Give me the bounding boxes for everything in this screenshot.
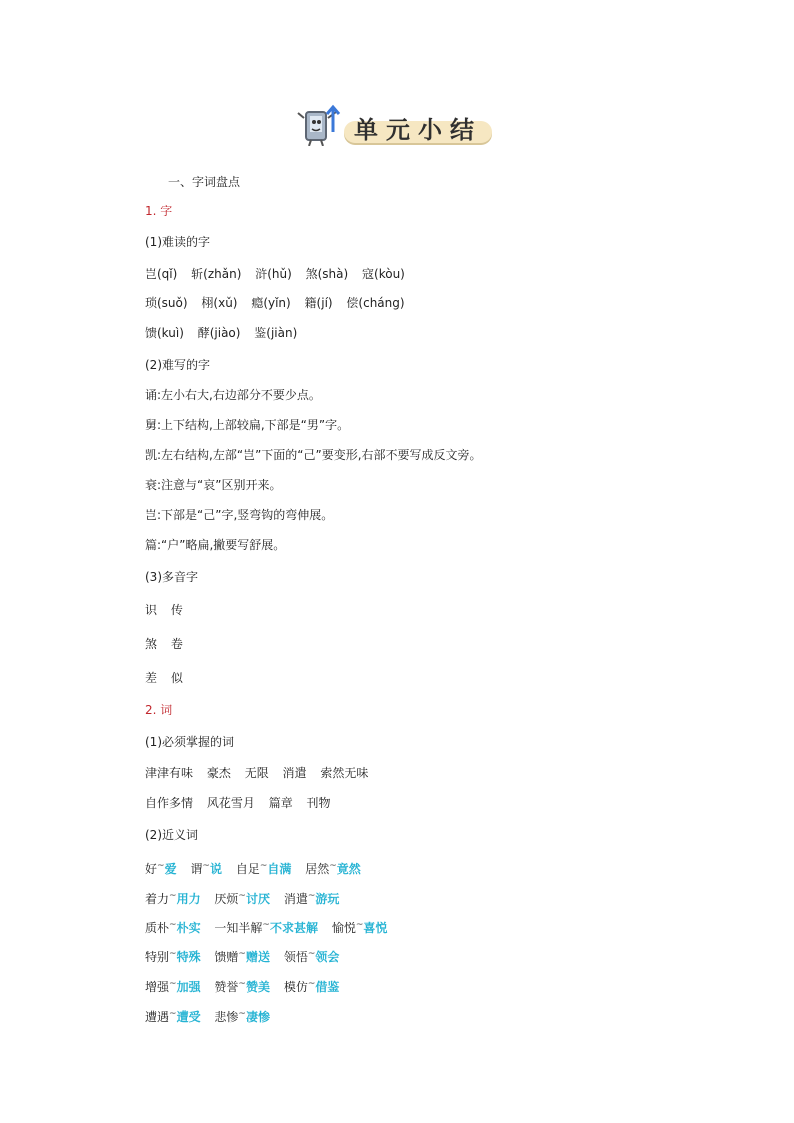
synonym-word: 厌烦 [214,892,239,906]
character-heading: 1. 字 [145,204,173,218]
polyphone-row [145,671,193,685]
synonym-pair: 增强~加强 [145,979,201,994]
word-item: 索然无味 [320,766,369,780]
synonym-pair: 质朴~朴实 [145,920,201,935]
synonym-row [145,977,349,994]
synonym-pair: 愉悦~喜悦 [331,920,388,935]
synonym-pair: 消遣~游玩 [283,891,340,906]
reading-item: 琐(suǒ) [145,296,188,310]
page-title: 单元小结 [354,115,482,144]
reading-item: 偿(cháng) [346,296,405,310]
difficult-read-row [145,267,415,281]
synonym-pair: 悲惨~凄惨 [214,1009,270,1024]
word-item: 刊物 [306,796,331,810]
word-item: 风花雪月 [206,796,255,810]
synonym-answer: 不求甚解 [269,921,318,935]
synonym-word: 赞誉 [214,980,239,994]
synonym-word: 遭遇 [145,1010,170,1024]
unit-summary-title [296,104,500,148]
word-item: 篇章 [268,796,293,810]
synonym-row [145,1007,280,1024]
synonym-word: 馈赠 [214,950,239,964]
must-master-row [145,766,378,780]
synonym-word: 居然 [305,862,330,876]
difficult-write-heading: (2)难写的字 [145,358,210,372]
polyphone-item: 似 [170,671,183,685]
polyphone-item: 差 [145,671,158,685]
synonym-answer: 喜悦 [363,921,388,935]
synonym-word: 着力 [145,892,170,906]
polyphone-item: 煞 [145,637,158,651]
book-mascot-icon [296,104,342,146]
polyphone-item: 识 [145,603,158,617]
synonym-pair: 自足~自满 [235,861,292,876]
synonym-pair: 赞誉~赞美 [214,979,270,994]
synonym-pair: 一知半解~不求甚解 [214,920,318,935]
synonym-answer: 自满 [267,862,292,876]
difficult-read-heading: (1)难读的字 [145,235,210,249]
reading-item: 酵(jiào) [197,326,241,340]
polyphone-row [145,637,193,651]
polyphone-item: 传 [170,603,183,617]
writing-note: 凯:左右结构,左部“岂”下面的“己”要变形,右部不要写成反文旁。 [145,448,482,462]
writing-note: 篇:“户”略扁,撇要写舒展。 [145,538,286,552]
writing-note: 舅:上下结构,上部较扁,下部是“男”字。 [145,418,350,432]
synonym-heading: (2)近义词 [145,828,198,842]
synonym-answer: 凄惨 [245,1010,270,1024]
synonym-pair: 好~爱 [145,861,177,876]
synonym-answer: 加强 [176,980,201,994]
writing-note: 岂:下部是“己”字,竖弯钩的弯伸展。 [145,508,334,522]
reading-item: 籍(jí) [304,296,333,310]
writing-note: 衰:注意与“哀”区别开来。 [145,478,282,492]
synonym-row [145,859,371,876]
synonym-pair: 遭遇~遭受 [145,1009,201,1024]
synonym-pair: 模仿~借鉴 [283,979,340,994]
synonym-answer: 竟然 [336,862,361,876]
difficult-read-row [145,326,307,340]
word-item: 消遣 [282,766,307,780]
synonym-pair: 着力~用力 [145,891,201,906]
must-master-row [145,796,341,810]
synonym-row [145,918,397,935]
synonym-answer: 赞美 [245,980,270,994]
synonym-answer: 游玩 [315,892,340,906]
synonym-word: 增强 [145,980,170,994]
word-item: 无限 [244,766,269,780]
synonym-answer: 讨厌 [245,892,270,906]
synonym-word: 自足 [235,862,260,876]
synonym-word: 悲惨 [214,1010,239,1024]
polyphone-heading: (3)多音字 [145,570,198,584]
writing-note: 诵:左小右大,右边部分不要少点。 [145,388,321,402]
reading-item: 斩(zhǎn) [191,267,242,281]
polyphone-row [145,603,193,617]
synonym-word: 消遣 [283,892,308,906]
reading-item: 寇(kòu) [362,267,405,281]
synonym-pair: 厌烦~讨厌 [214,891,270,906]
synonym-answer: 赠送 [245,950,270,964]
synonym-row [145,889,349,906]
synonym-pair: 居然~竟然 [305,861,361,876]
synonym-answer: 用力 [176,892,201,906]
synonym-pair: 谓~说 [190,861,222,876]
synonym-row [145,947,349,964]
synonym-word: 模仿 [283,980,308,994]
reading-item: 浒(hǔ) [255,267,292,281]
synonym-pair: 领悟~领会 [283,949,340,964]
reading-item: 馈(kuì) [145,326,184,340]
synonym-word: 质朴 [145,921,170,935]
synonym-pair: 特别~特殊 [145,949,201,964]
must-master-heading: (1)必须掌握的词 [145,735,234,749]
synonym-word: 谓 [190,862,203,876]
synonym-answer: 朴实 [176,921,201,935]
synonym-answer: 特殊 [176,950,201,964]
reading-item: 煞(shà) [305,267,349,281]
synonym-answer: 领会 [315,950,340,964]
synonym-word: 好 [145,862,158,876]
synonym-word: 愉悦 [331,921,356,935]
difficult-read-row [145,296,415,310]
reading-item: 瘾(yǐn) [251,296,291,310]
reading-item: 栩(xǔ) [201,296,238,310]
reading-item: 鉴(jiàn) [254,326,298,340]
synonym-word: 一知半解 [214,921,263,935]
word-heading: 2. 词 [145,703,173,717]
section-heading: 一、字词盘点 [168,175,241,189]
reading-item: 岂(qǐ) [145,267,178,281]
polyphone-item: 卷 [170,637,183,651]
synonym-pair: 馈赠~赠送 [214,949,270,964]
synonym-answer: 说 [209,862,222,876]
synonym-answer: 借鉴 [315,980,340,994]
synonym-word: 领悟 [283,950,308,964]
synonym-answer: 爱 [164,862,177,876]
word-item: 自作多情 [145,796,194,810]
synonym-word: 特别 [145,950,170,964]
word-item: 豪杰 [206,766,231,780]
synonym-answer: 遭受 [176,1010,201,1024]
word-item: 津津有味 [145,766,194,780]
